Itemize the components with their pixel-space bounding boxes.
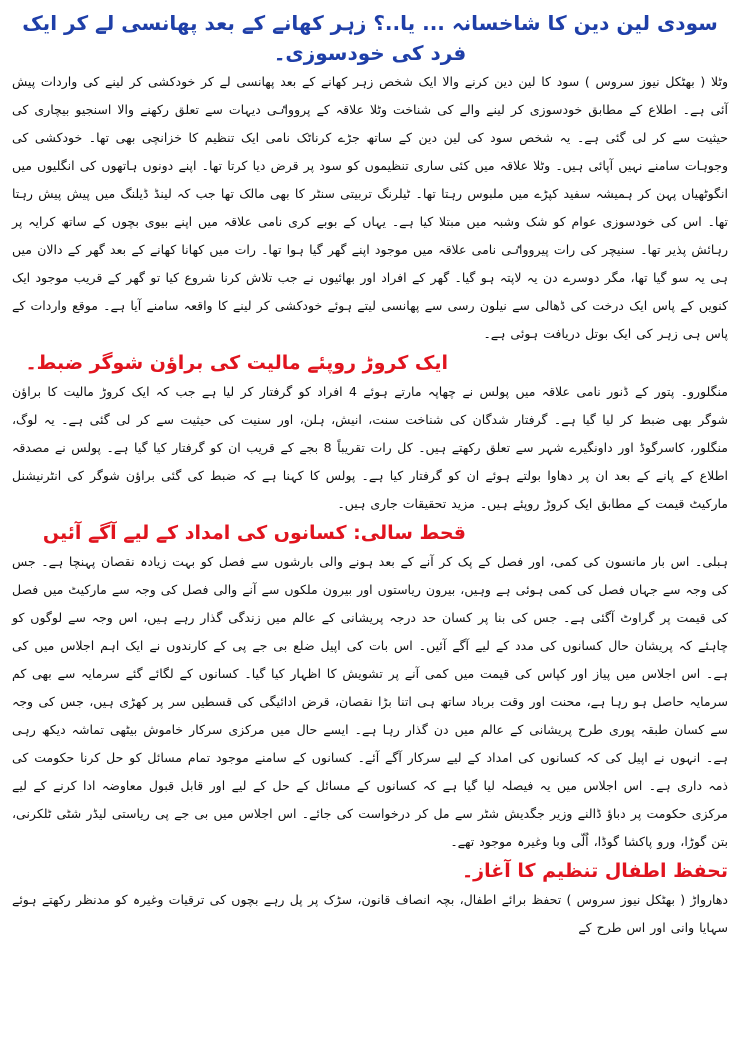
section-title-drought: قحط سالی: کسانوں کی امداد کے لیے آگے آئیں [42,522,466,544]
article-body-3: ہبلی۔ اس بار مانسون کی کمی، اور فصل کے پک کر آنے کے بعد ہونے والی بارشوں سے فصل کو بہت زیادہ نقصان پہنچا ہے۔ جس کی وجہ سے جہاں فصل کی کمی ہوئی ہے وہیں، بیرون ریاستوں اور بیرون ملکوں سے آنے والی فصل کی وجہ سے مارکیٹ میں فصل کی قیمت پر گراوٹ آگئی ہے۔ جس کی بنا پر کسان حد درجہ پریشانی کے عالم میں زندگی گذار رہے ہیں، اس وجہ سے لوگوں کو چاہئے کہ پریشان حال کسانوں کی مدد کے لیے آگے آئیں۔ اس بات کی اپیل ضلع بی جے پی کے کارندوں نے ایک اہم اجلاس میں کی ہے۔ اس اجلاس میں پیاز اور کپاس کی قیمت میں کمی آنے پر تشویش کا اظہار کیا گیا۔ کسانوں کے لگائے گئے سرمایہ سے بھی کم سرمایہ حاصل ہو رہا ہے، محنت اور وقت برباد ساتھ ہی اتنا بڑا نقصان، قرض ادائیگی کی قسطیں سر پر کھڑی ہیں، جس کی وجہ سے کسان طبقہ پوری طرح پریشانی کے عالم میں دن گذار رہا ہے۔ ایسے حال میں مرکزی سرکار خاموش بیٹھی تماشہ دیکھ رہی ہے۔ انہوں نے اپیل کی کہ کسانوں کی امداد کے لیے سرکار آگے آئے۔ کسانوں کے سامنے موجود تمام مسائل کو حل کرنا حکومت کی ذمہ داری ہے۔ اس اجلاس میں یہ فیصلہ لیا گیا ہے کہ کسانوں کے مسائل کے حل کے لیے اور قابل قبول معاوضہ ادا کرنے کے لیے مرکزی حکومت پر دباؤ ڈالنے وزیر جگدیش شٹر سے مل کر درخواست کی جائے۔ اس اجلاس میں بی جے پی ریاستی لیڈر شٹی ٹلکرنی، بتن گوڑا، ورو پاکشا گوڈا، اُلّی وبا وغیرہ موجود تھے۔ [12,554,728,849]
section-title-child-protection: تحفظ اطفال تنظیم کا آغاز۔ [462,860,728,882]
article-body-2: منگلورو۔ پتور کے ڈنور نامی علاقہ میں پولس نے چھاپہ مارتے ہوئے 4 افراد کو گرفتار کر لیا ہے جب کہ ایک کروڑ مالیت کا براؤن شوگر بھی ضبط کر لیا گیا ہے۔ گرفتار شدگان کی شناخت سنت، انیش، ہلن، اور سنیت کی حیثیت سے کر لی گئی ہے۔ یہ لوگ، منگلور، کاسرگوڈ اور داونگیرے شہر سے تعلق رکھتے ہیں۔ کل رات تقریباً 8 بجے کے قریب ان کو گرفتار کیا گیا ہے۔ پولس نے مصدقہ اطلاع کے پانے کے بعد ان پر دھاوا بولتے ہوئے ان کو گرفتار کیا ہے۔ پولس کا کہنا ہے کہ ضبط کی گئی براؤن شوگر کی انٹرنیشنل مارکیٹ قیمت کے مطابق ایک کروڑ روپئے ہیں۔ مزید تحقیقات جاری ہیں۔ [12,384,729,511]
section-title-brown-sugar: ایک کروڑ روپئے مالیت کی براؤن شوگر ضبط۔ [25,352,448,374]
article-body-1: وٹلا ( بھٹکل نیوز سروس ) سود کا لین دین کرنے والا ایک شخص زہر کھانے کے بعد پھانسی لے کر خودکشی کر لینے کی واردات پیش آئی ہے۔ اطلاع کے مطابق خودسوزی کر لینے والے کی شناخت وٹلا علاقہ کے پروواٸی دیہات سے تعلق رکھنے والا اسنجیو بیچاری کی حیثیت سے کر لی گئی ہے۔ یہ شخص سود کی لین دین کے ساتھ جڑے کرناٹک نامی ایک تنظیم کا خزانچی بھی تھا۔ خودکشی کی وجوہات سامنے نہیں آپائی ہیں۔ وٹلا علاقہ میں کئی ساری تنظیموں کو سود پر قرض دیا کرتا تھا۔ اپنے دونوں ہاتھوں کی انگلیوں میں انگوٹھیاں پہن کر ہمیشہ سفید کپڑے میں ملبوس رہتا تھا۔ ٹیلرنگ تربیتی سنٹر کا بھی مالک تھا جب کہ لینڈ ڈیلنگ میں پیش پیش رہتا تھا۔ اس کی خودسوزی عوام کو شک وشبہ میں مبتلا کیا ہے۔ یہاں کے بوبے کری نامی علاقہ میں اپنے بیوی بچوں کے ساتھ کرایہ پر رہائش پذیر تھا۔ سنیچر کی رات پیروواٸی نامی علاقہ میں موجود اپنے گھر گیا ہوا تھا۔ رات میں کھانا کھانے کے بعد گھر کے دالان میں ہی یہ سو گیا تھا، مگر دوسرے دن یہ لاپتہ ہو گیا۔ گھر کے افراد اور بھائیوں نے جب تلاش کرنا شروع کیا تو گھر کے قریب موجود ایک کنویں کے پاس ایک درخت کی ڈھالی سے نیلون رسی سے پھانسی لیتے ہوئے خودکشی کر لینے کا واقعہ سامنے آیا ہے۔ موقع واردات کے پاس ہی زہر کی ایک بوتل دریافت ہوئی ہے۔ [12,74,728,341]
article-body-4: دھارواڑ ( بھٹکل نیوز سروس ) تحفظ برائے اطفال، بچہ انصاف قانون، سڑک پر پل رہے بچوں کی ترقیات وغیرہ کو مدنظر رکھتے ہوئے سہایا وانی اور اس طرح کے [12,892,728,935]
page-headline: سودی لین دین کا شاخسانہ ... یا..؟ زہر کھانے کے بعد پھانسی لے کر ایک فرد کی خودسوزی۔ [22,11,718,65]
